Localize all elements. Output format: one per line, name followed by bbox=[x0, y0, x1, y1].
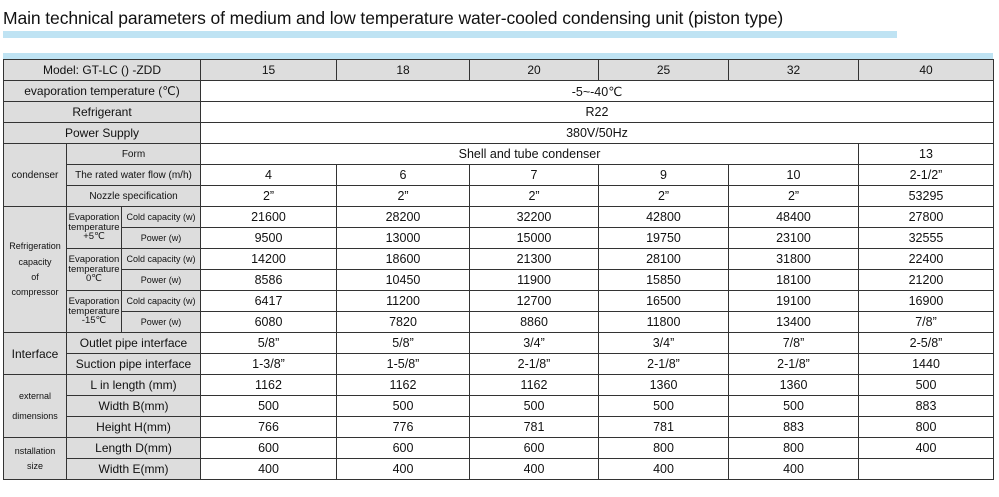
dim-height-cell: 883 bbox=[729, 417, 859, 438]
dim-height-cell: 781 bbox=[470, 417, 599, 438]
outlet-cell: 5/8” bbox=[201, 333, 337, 354]
dim-height-label: Height H(mm) bbox=[67, 417, 201, 438]
dim-length-label: L in length (mm) bbox=[67, 375, 201, 396]
dimensions-group-label bbox=[4, 375, 67, 438]
install-width-cell: 400 bbox=[470, 459, 599, 480]
suction-cell: 2-1/8” bbox=[729, 354, 859, 375]
outlet-row bbox=[4, 333, 994, 354]
suction-cell: 2-1/8” bbox=[599, 354, 729, 375]
cold-capacity-cell: 6417 bbox=[201, 291, 337, 312]
cold-capacity-cell: 16500 bbox=[599, 291, 729, 312]
model-number: 18 bbox=[337, 60, 470, 81]
cold-capacity-cell: 12700 bbox=[470, 291, 599, 312]
dim-height-row bbox=[4, 417, 994, 438]
power-cell: 10450 bbox=[337, 270, 470, 291]
dim-width-cell: 500 bbox=[201, 396, 337, 417]
evap-temp-value: -5~-40℃ bbox=[201, 81, 994, 102]
install-length-row bbox=[4, 438, 994, 459]
condenser-form-row bbox=[4, 144, 994, 165]
dim-length-cell: 1162 bbox=[201, 375, 337, 396]
outlet-cell: 3/4” bbox=[470, 333, 599, 354]
page-title: Main technical parameters of medium and low temperature water-cooled condensing unit (piston type) bbox=[3, 8, 784, 28]
power-row bbox=[4, 270, 994, 291]
cold-capacity-cell: 11200 bbox=[337, 291, 470, 312]
install-width-cell: 400 bbox=[201, 459, 337, 480]
cold-capacity-row bbox=[4, 249, 994, 270]
suction-label: Suction pipe interface bbox=[67, 354, 201, 375]
dim-width-cell: 500 bbox=[729, 396, 859, 417]
evap-temp-row bbox=[4, 81, 994, 102]
condenser-group-label: condenser bbox=[4, 144, 67, 207]
install-width-cell: 400 bbox=[599, 459, 729, 480]
water-flow-row-cell: 2-1/2” bbox=[859, 165, 994, 186]
power-row bbox=[4, 312, 994, 333]
water-flow-label: The rated water flow (m/h) bbox=[67, 165, 201, 186]
power-cell: 23100 bbox=[729, 228, 859, 249]
outlet-cell: 2-5/8” bbox=[859, 333, 994, 354]
install-length-cell: 600 bbox=[470, 438, 599, 459]
cold-capacity-label: Cold capacity (w) bbox=[122, 249, 201, 270]
dim-width-row bbox=[4, 396, 994, 417]
power-cell: 15000 bbox=[470, 228, 599, 249]
dim-length-cell: 1360 bbox=[729, 375, 859, 396]
capacity-group-label bbox=[4, 207, 67, 333]
dim-length-cell: 1162 bbox=[337, 375, 470, 396]
cold-capacity-cell: 27800 bbox=[859, 207, 994, 228]
capacity-group-line: capacity bbox=[18, 256, 52, 267]
condenser-form-extra: 13 bbox=[859, 144, 994, 165]
cold-capacity-cell: 18600 bbox=[337, 249, 470, 270]
power-cell: 7820 bbox=[337, 312, 470, 333]
cold-capacity-row bbox=[4, 207, 994, 228]
power-cell: 8860 bbox=[470, 312, 599, 333]
installation-group-line: size bbox=[26, 460, 43, 471]
install-width-cell bbox=[859, 459, 994, 480]
dimensions-group-line: dimensions bbox=[12, 411, 58, 421]
power-cell: 32555 bbox=[859, 228, 994, 249]
power-label: Power (w) bbox=[122, 270, 201, 291]
nozzle-row-cell: 2” bbox=[201, 186, 337, 207]
water-flow-row-cell: 6 bbox=[337, 165, 470, 186]
outlet-cell: 5/8” bbox=[337, 333, 470, 354]
dim-height-cell: 800 bbox=[859, 417, 994, 438]
cold-capacity-cell: 14200 bbox=[201, 249, 337, 270]
refrigerant-value: R22 bbox=[201, 102, 994, 123]
model-number: 40 bbox=[859, 60, 994, 81]
capacity-group-line: Refrigeration bbox=[9, 241, 61, 252]
install-length-cell: 800 bbox=[729, 438, 859, 459]
model-row bbox=[4, 60, 994, 81]
refrigerant-row bbox=[4, 102, 994, 123]
title-underline-bar bbox=[3, 31, 897, 38]
model-number: 25 bbox=[599, 60, 729, 81]
power-cell: 13000 bbox=[337, 228, 470, 249]
dim-width-cell: 883 bbox=[859, 396, 994, 417]
capacity-group-line: of bbox=[31, 272, 39, 282]
nozzle-row-cell: 2” bbox=[729, 186, 859, 207]
power-supply-row bbox=[4, 123, 994, 144]
nozzle-row bbox=[4, 186, 994, 207]
dim-height-cell: 766 bbox=[201, 417, 337, 438]
cold-capacity-cell: 16900 bbox=[859, 291, 994, 312]
power-cell: 11800 bbox=[599, 312, 729, 333]
water-flow-row-cell: 4 bbox=[201, 165, 337, 186]
water-flow-row-cell: 9 bbox=[599, 165, 729, 186]
power-label: Power (w) bbox=[122, 312, 201, 333]
dim-length-cell: 500 bbox=[859, 375, 994, 396]
power-cell: 7/8” bbox=[859, 312, 994, 333]
interface-group-label: Interface bbox=[4, 333, 67, 375]
outlet-cell: 3/4” bbox=[599, 333, 729, 354]
dim-length-cell: 1162 bbox=[470, 375, 599, 396]
capacity-group-line: compressor bbox=[11, 287, 59, 298]
outlet-cell: 7/8” bbox=[729, 333, 859, 354]
power-cell: 6080 bbox=[201, 312, 337, 333]
power-supply-value: 380V/50Hz bbox=[201, 123, 994, 144]
power-cell: 18100 bbox=[729, 270, 859, 291]
dim-width-label: Width B(mm) bbox=[67, 396, 201, 417]
dim-height-cell: 781 bbox=[599, 417, 729, 438]
install-length-cell: 600 bbox=[337, 438, 470, 459]
install-length-label: Length D(mm) bbox=[67, 438, 201, 459]
power-cell: 11900 bbox=[470, 270, 599, 291]
install-length-cell: 600 bbox=[201, 438, 337, 459]
power-cell: 13400 bbox=[729, 312, 859, 333]
nozzle-row-cell: 53295 bbox=[859, 186, 994, 207]
suction-row bbox=[4, 354, 994, 375]
cold-capacity-label: Cold capacity (w) bbox=[122, 291, 201, 312]
power-cell: 9500 bbox=[201, 228, 337, 249]
install-length-cell: 400 bbox=[859, 438, 994, 459]
cold-capacity-cell: 22400 bbox=[859, 249, 994, 270]
suction-cell: 2-1/8” bbox=[470, 354, 599, 375]
dimensions-group-line: external bbox=[18, 390, 52, 401]
cold-capacity-cell: 48400 bbox=[729, 207, 859, 228]
cold-capacity-cell: 28100 bbox=[599, 249, 729, 270]
refrigerant-label: Refrigerant bbox=[4, 102, 201, 123]
power-label: Power (w) bbox=[122, 228, 201, 249]
install-width-label: Width E(mm) bbox=[67, 459, 201, 480]
cold-capacity-row bbox=[4, 291, 994, 312]
cold-capacity-cell: 21600 bbox=[201, 207, 337, 228]
power-supply-label: Power Supply bbox=[4, 123, 201, 144]
dim-length-row bbox=[4, 375, 994, 396]
cold-capacity-cell: 21300 bbox=[470, 249, 599, 270]
install-width-cell: 400 bbox=[729, 459, 859, 480]
nozzle-row-cell: 2” bbox=[470, 186, 599, 207]
dim-height-cell: 776 bbox=[337, 417, 470, 438]
condenser-form-label: Form bbox=[67, 144, 201, 165]
condenser-form-value: Shell and tube condenser bbox=[201, 144, 859, 165]
parameters-table bbox=[3, 59, 994, 480]
suction-cell: 1-5/8” bbox=[337, 354, 470, 375]
install-width-cell: 400 bbox=[337, 459, 470, 480]
model-number: 15 bbox=[201, 60, 337, 81]
cold-capacity-cell: 28200 bbox=[337, 207, 470, 228]
power-row bbox=[4, 228, 994, 249]
cold-capacity-cell: 42800 bbox=[599, 207, 729, 228]
nozzle-label: Nozzle specification bbox=[67, 186, 201, 207]
install-length-cell: 800 bbox=[599, 438, 729, 459]
dim-length-cell: 1360 bbox=[599, 375, 729, 396]
power-cell: 8586 bbox=[201, 270, 337, 291]
outlet-label: Outlet pipe interface bbox=[67, 333, 201, 354]
model-number: 20 bbox=[470, 60, 599, 81]
water-flow-row-cell: 7 bbox=[470, 165, 599, 186]
dim-width-cell: 500 bbox=[470, 396, 599, 417]
nozzle-row-cell: 2” bbox=[599, 186, 729, 207]
suction-cell: 1-3/8” bbox=[201, 354, 337, 375]
installation-group-line: nstallation bbox=[14, 446, 56, 457]
power-cell: 19750 bbox=[599, 228, 729, 249]
water-flow-row-cell: 10 bbox=[729, 165, 859, 186]
model-number: 32 bbox=[729, 60, 859, 81]
evap-temp-block-label: Evaporation temperature -15℃ bbox=[67, 291, 122, 333]
nozzle-row-cell: 2” bbox=[337, 186, 470, 207]
dim-width-cell: 500 bbox=[337, 396, 470, 417]
cold-capacity-cell: 19100 bbox=[729, 291, 859, 312]
evap-temp-label: evaporation temperature (℃) bbox=[4, 81, 201, 102]
power-cell: 15850 bbox=[599, 270, 729, 291]
power-cell: 21200 bbox=[859, 270, 994, 291]
dim-width-cell: 500 bbox=[599, 396, 729, 417]
installation-group-label bbox=[4, 438, 67, 480]
water-flow-row bbox=[4, 165, 994, 186]
model-label: Model: GT-LC () -ZDD bbox=[4, 60, 201, 81]
install-width-row bbox=[4, 459, 994, 480]
cold-capacity-cell: 31800 bbox=[729, 249, 859, 270]
suction-cell: 1440 bbox=[859, 354, 994, 375]
cold-capacity-cell: 32200 bbox=[470, 207, 599, 228]
cold-capacity-label: Cold capacity (w) bbox=[122, 207, 201, 228]
evap-temp-block-label: Evaporation temperature +5℃ bbox=[67, 207, 122, 249]
evap-temp-block-label: Evaporation temperature 0℃ bbox=[67, 249, 122, 291]
